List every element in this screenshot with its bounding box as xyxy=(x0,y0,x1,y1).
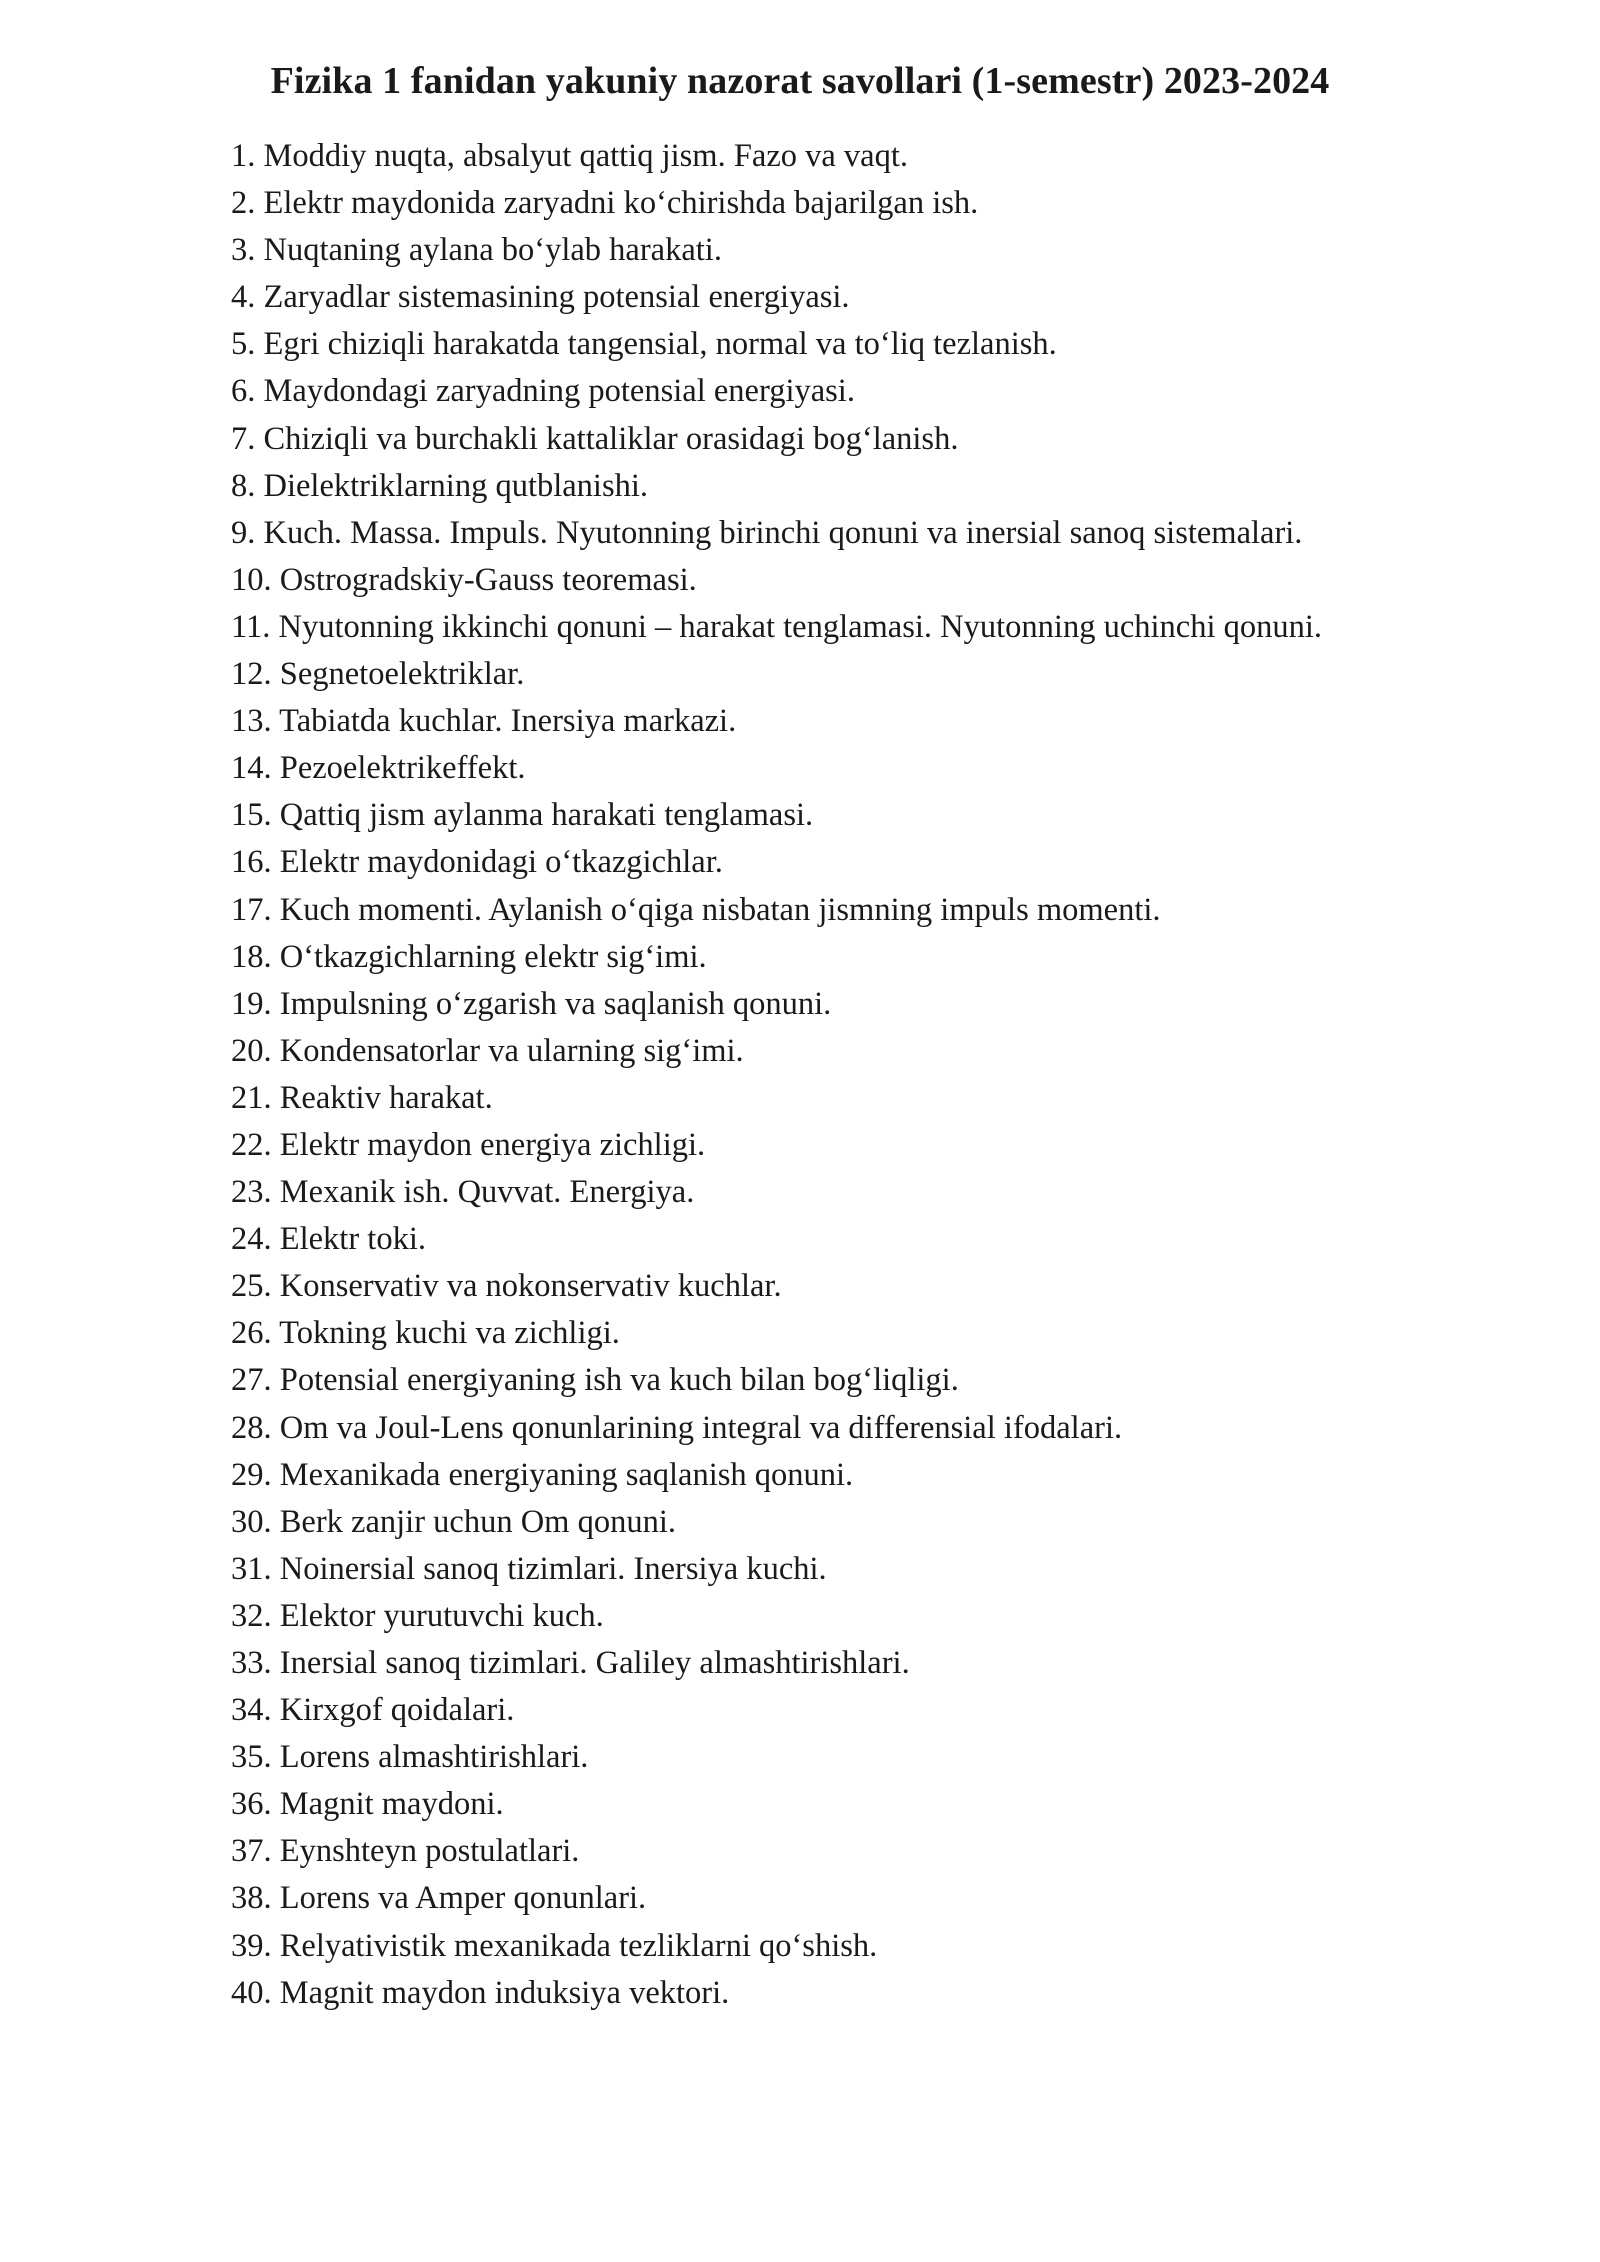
question-item-27: 27. Potensial energiyaning ish va kuch bilan bog‘liqligi. xyxy=(231,1362,959,1399)
question-item-37: 37. Eynshteyn postulatlari. xyxy=(231,1833,580,1870)
question-item-15: 15. Qattiq jism aylanma harakati tenglamasi. xyxy=(231,797,814,834)
question-item-4: 4. Zaryadlar sistemasining potensial energiyasi. xyxy=(231,279,850,316)
question-item-6: 6. Maydondagi zaryadning potensial energiyasi. xyxy=(231,373,855,410)
question-item-1: 1. Moddiy nuqta, absalyut qattiq jism. Fazo va vaqt. xyxy=(231,138,908,174)
question-item-20: 20. Kondensatorlar va ularning sig‘imi. xyxy=(231,1032,744,1069)
question-item-19: 19. Impulsning o‘zgarish va saqlanish qonuni. xyxy=(231,985,832,1022)
question-list xyxy=(231,133,1471,2017)
question-item-22: 22. Elektr maydon energiya zichligi. xyxy=(231,1126,706,1163)
question-item-12: 12. Segnetoelektriklar. xyxy=(231,656,525,693)
question-item-14: 14. Pezoelektrikeffekt. xyxy=(231,750,526,787)
question-item-18: 18. O‘tkazgichlarning elektr sig‘imi. xyxy=(231,938,707,975)
question-item-30: 30. Berk zanjir uchun Om qonuni. xyxy=(231,1503,676,1540)
question-item-9: 9. Kuch. Massa. Impuls. Nyutonning birinchi qonuni va inersial sanoq sistemalari. xyxy=(231,514,1303,551)
question-item-3: 3. Nuqtaning aylana bo‘ylab harakati. xyxy=(231,232,722,269)
question-item-24: 24. Elektr toki. xyxy=(231,1221,426,1258)
question-item-40: 40. Magnit maydon induksiya vektori. xyxy=(231,1974,730,2011)
question-item-35: 35. Lorens almashtirishlari. xyxy=(231,1739,589,1776)
question-item-10: 10. Ostrogradskiy-Gauss teoremasi. xyxy=(231,561,697,598)
question-item-13: 13. Tabiatda kuchlar. Inersiya markazi. xyxy=(231,703,737,740)
question-item-32: 32. Elektor yurutuvchi kuch. xyxy=(231,1597,604,1634)
document-title: Fizika 1 fanidan yakuniy nazorat savollari (1-semestr) 2023-2024 xyxy=(270,60,1330,102)
question-item-7: 7. Chiziqli va burchakli kattaliklar orasidagi bog‘lanish. xyxy=(231,420,959,457)
question-item-34: 34. Kirxgof qoidalari. xyxy=(231,1692,515,1729)
question-item-8: 8. Dielektriklarning qutblanishi. xyxy=(231,467,649,504)
question-item-31: 31. Noinersial sanoq tizimlari. Inersiya kuchi. xyxy=(231,1550,827,1587)
question-item-26: 26. Tokning kuchi va zichligi. xyxy=(231,1315,620,1352)
question-item-17: 17. Kuch momenti. Aylanish o‘qiga nisbatan jismning impuls momenti. xyxy=(231,891,1161,928)
question-item-36: 36. Magnit maydoni. xyxy=(231,1786,504,1823)
question-item-33: 33. Inersial sanoq tizimlari. Galiley almashtirishlari. xyxy=(231,1645,910,1681)
question-item-23: 23. Mexanik ish. Quvvat. Energiya. xyxy=(231,1174,695,1211)
question-item-25: 25. Konservativ va nokonservativ kuchlar. xyxy=(231,1268,782,1305)
question-item-38: 38. Lorens va Amper qonunlari. xyxy=(231,1880,647,1917)
question-item-11: 11. Nyutonning ikkinchi qonuni – harakat tenglamasi. Nyutonning uchinchi qonuni. xyxy=(231,608,1323,645)
question-item-16: 16. Elektr maydonidagi o‘tkazgichlar. xyxy=(231,844,723,881)
question-item-21: 21. Reaktiv harakat. xyxy=(231,1079,493,1116)
question-item-39: 39. Relyativistik mexanikada tezliklarni qo‘shish. xyxy=(231,1927,878,1964)
question-item-2: 2. Elektr maydonida zaryadni ko‘chirishda bajarilgan ish. xyxy=(231,185,979,222)
question-item-28: 28. Om va Joul-Lens qonunlarining integral va differensial ifodalari. xyxy=(231,1409,1123,1446)
question-item-29: 29. Mexanikada energiyaning saqlanish qonuni. xyxy=(231,1456,854,1493)
question-item-5: 5. Egri chiziqli harakatda tangensial, normal va to‘liq tezlanish. xyxy=(231,326,1057,363)
